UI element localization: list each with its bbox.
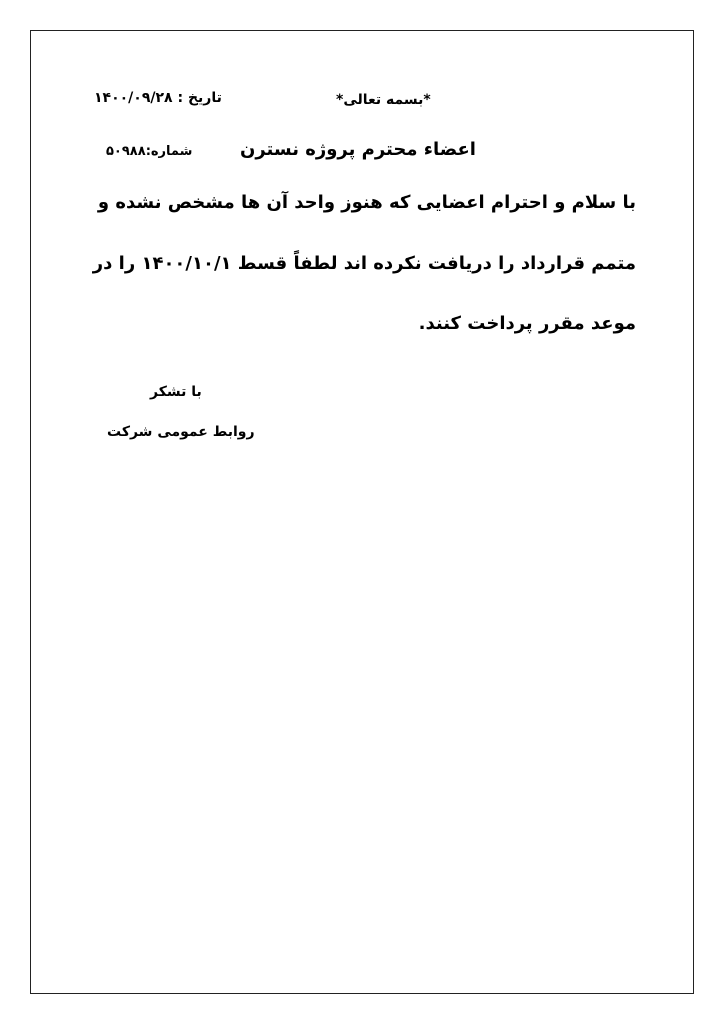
letter-recipient: اعضاء محترم پروژه نسترن — [240, 139, 476, 160]
letter-number: شماره:۵۰۹۸۸ — [106, 144, 193, 159]
letter-signature: روابط عمومی شرکت — [107, 424, 255, 440]
letter-body-line: با سلام و احترام اعضایی که هنوز واحد آن ها مشخص نشده و — [97, 192, 636, 213]
letter-closing: با تشکر — [150, 384, 202, 400]
letter-date: تاریخ : ۱۴۰۰/۰۹/۲۸ — [94, 90, 222, 106]
letter-heading: *بسمه تعالی* — [336, 92, 431, 108]
letter-body-line: موعد مقرر پرداخت کنند. — [418, 313, 636, 334]
page-frame — [30, 30, 694, 994]
letter-body-line: متمم قرارداد را دریافت نکرده اند لطفاً قسط ۱۴۰۰/۱۰/۱ را در — [92, 253, 636, 274]
